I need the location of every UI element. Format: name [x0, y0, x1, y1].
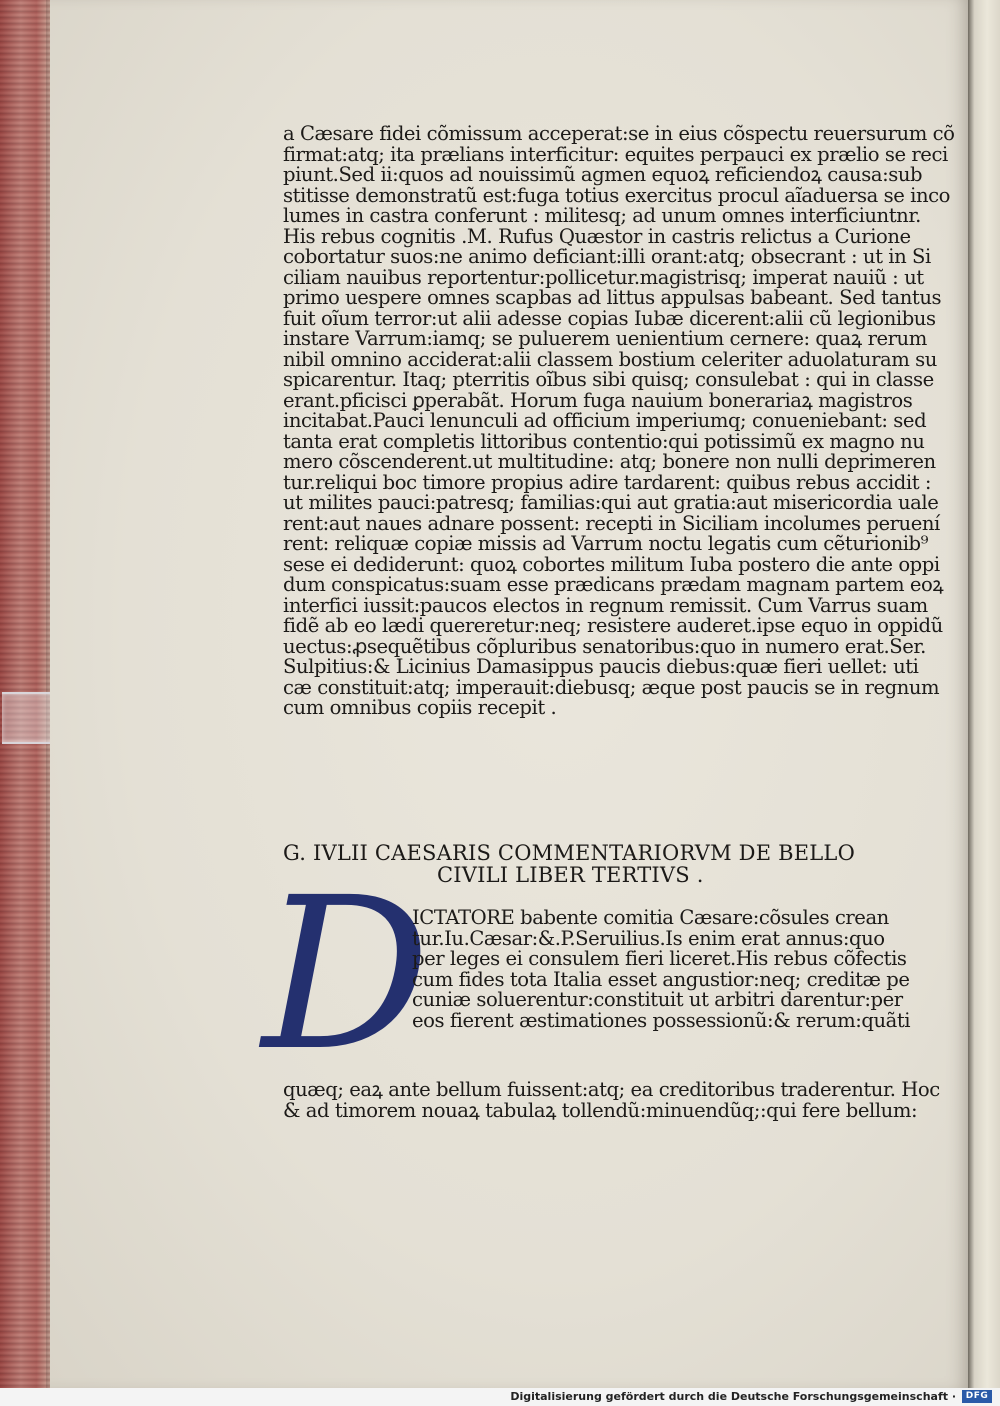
text-line: mero cõscenderent.ut multitudine: atq; bonere non nulli deprimeren — [283, 450, 936, 473]
text-line: stitisse demonstratũ est:fuga totius exercitus procul aĩaduersa se inco — [283, 183, 950, 207]
body-text — [283, 122, 955, 719]
text-line: fidẽ ab eo lædi quereretur:neq; resistere auderet.ipse equo in oppidũ — [283, 614, 943, 637]
text-line: erant.pficisci ꝑperabãt. Horum fuga nauium bonerariaꝝ magistros — [283, 388, 913, 412]
text-line: cuniæ soluerentur:constituit ut arbitri darentur:per — [412, 988, 903, 1011]
decorated-initial: D — [262, 852, 431, 1097]
dfg-logo: DFG — [962, 1390, 992, 1403]
text-line: spicarentur. Itaq; pterritis oĩbus sibi quisq; consulebat : qui in classe — [283, 368, 934, 391]
text-line: per leges ei consulem fieri liceret.His rebus cõfectis — [412, 947, 907, 970]
heading-line-2: CIVILI LIBER TERTIVS . — [437, 863, 704, 887]
digitization-footer — [0, 1388, 1000, 1406]
book-page — [50, 0, 970, 1388]
text-line: cum fides tota Italia esset angustior:neq; creditæ pe — [412, 967, 910, 991]
text-line: cobortatur suos:ne animo deficiant:illi orant:atq; obsecrant : ut in Si — [283, 245, 931, 268]
footer-credit: Digitalisierung gefördert durch die Deutsche Forschungsgemeinschaft · — [510, 1390, 956, 1403]
text-line: ut milites pauci:patresq; familias:qui aut gratia:aut misericordia uale — [283, 491, 939, 514]
text-line: a Cæsare fidei cõmissum acceperat:se in eius cõspectu reuersurum cõ — [283, 122, 955, 145]
text-line: tur.reliqui boc timore propius adire tardarent: quibus rebus accidit : — [283, 470, 932, 494]
adjacent-page-edge — [968, 0, 1000, 1388]
section-opening-text — [412, 906, 911, 1032]
text-line: instare Varrum:iamq; se puluerem uenientium cernere: quaꝝ rerum — [283, 327, 927, 350]
text-line: cum omnibus copiis recepit . — [283, 696, 557, 719]
text-line: interfici iussit:paucos electos in regnum remissit. Cum Varrus suam — [283, 593, 928, 617]
text-line: primo uespere omnes scapbas ad littus appulsas babeant. Sed tantus — [283, 286, 942, 309]
text-line: piunt.Sed ii:quos ad nouissimũ agmen equoꝝ reficiendoꝝ causa:sub — [283, 163, 923, 186]
text-line: ICTATORE babente comitia Cæsare:cõsules crean — [412, 906, 889, 929]
text-line: incitabat.Pauci lenunculi ad officium imperiumq; conueniebant: sed — [283, 409, 927, 432]
section-continuation-text — [283, 1078, 940, 1122]
text-line: eos fierent æstimationes possessionũ:& rerum:quãti — [412, 1008, 911, 1032]
text-line: Sulpitius:& Licinius Damasippus paucis diebus:quæ fieri uellet: uti — [283, 655, 919, 678]
text-line: uectus:ꝓsequẽtibus cõpluribus senatoribus:quo in numero erat.Ser. — [283, 634, 926, 658]
text-line: His rebus cognitis .M. Rufus Quæstor in castris relictus a Curione — [283, 224, 911, 248]
text-line: rent: reliquæ copiæ missis ad Varrum noctu legatis cum cẽturionib⁹ — [283, 532, 929, 555]
text-line: nibil omnino acciderat:alii classem bostium celeriter aduolaturam su — [283, 347, 937, 371]
text-line: rent:aut naues adnare possent: recepti in Siciliam incolumes peruení — [283, 511, 940, 535]
text-line: ciliam nauibus reportentur:pollicetur.magistrisq; imperat nauiũ : ut — [283, 265, 924, 289]
heading-line-1: G. IVLII CAESARIS COMMENTARIORVM DE BELLO — [283, 841, 855, 865]
text-line: tur.Iu.Cæsar:&.P.Seruilius.Is enim erat annus:quo — [412, 926, 885, 950]
text-line: tanta erat completis littoribus contentio:qui potissimũ ex magno nu — [283, 429, 925, 453]
text-line: sese ei dediderunt: quoꝝ cobortes militum Iuba postero die ante oppi — [283, 552, 940, 576]
text-line: fuit oĩum terror:ut alii adesse copias Iubæ dicerent:alii cũ legionibus — [283, 306, 936, 330]
text-line: cæ constituit:atq; imperauit:diebusq; æque post paucis se in regnum — [283, 675, 940, 699]
text-line: dum conspicatus:suam esse prædicans prædam magnam partem eoꝝ — [283, 573, 944, 596]
text-line: firmat:atq; ita prælians interficitur: equites perpauci ex prælio se reci — [283, 142, 948, 166]
text-line: & ad timorem nouaꝝ tabulaꝝ tollendũ:minuendũq;:qui fere bellum: — [283, 1098, 918, 1122]
text-line: quæq; eaꝝ ante bellum fuissent:atq; ea creditoribus traderentur. Hoc — [283, 1078, 940, 1101]
text-line: lumes in castra conferunt : militesq; ad unum omnes interficiuntnr. — [283, 204, 921, 227]
